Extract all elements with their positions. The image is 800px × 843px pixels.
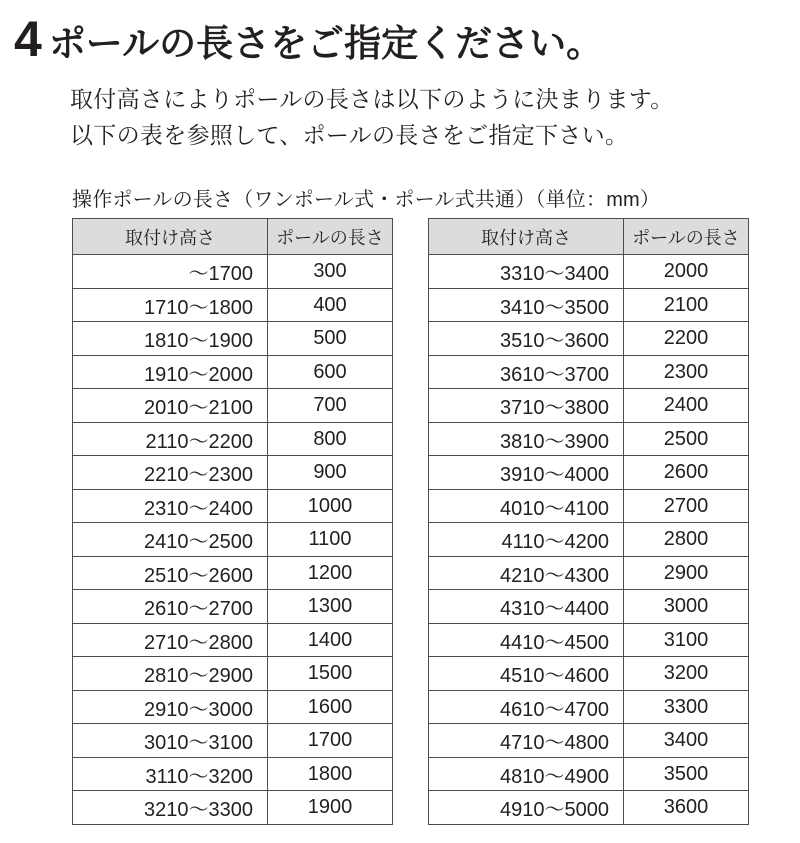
cell-pole-length: 2100 <box>624 288 749 322</box>
pole-length-tables <box>72 218 800 825</box>
table-row <box>429 489 749 523</box>
cell-install-height: 3610～3700 <box>429 355 624 389</box>
table-row <box>73 590 393 624</box>
column-header-pole-length: ポールの長さ <box>268 219 393 255</box>
cell-pole-length: 400 <box>268 288 393 322</box>
table-row <box>73 288 393 322</box>
column-header-pole-length: ポールの長さ <box>624 219 749 255</box>
cell-pole-length: 2300 <box>624 355 749 389</box>
cell-pole-length: 1000 <box>268 489 393 523</box>
cell-install-height: 4310～4400 <box>429 590 624 624</box>
cell-install-height: ～1700 <box>73 255 268 289</box>
cell-pole-length: 1100 <box>268 523 393 557</box>
table-header-row <box>73 219 393 255</box>
cell-install-height: 4810～4900 <box>429 757 624 791</box>
cell-install-height: 3410～3500 <box>429 288 624 322</box>
cell-pole-length: 2900 <box>624 556 749 590</box>
cell-pole-length: 300 <box>268 255 393 289</box>
cell-install-height: 4410～4500 <box>429 623 624 657</box>
table-row <box>429 791 749 825</box>
cell-install-height: 2310～2400 <box>73 489 268 523</box>
cell-install-height: 2210～2300 <box>73 456 268 490</box>
cell-install-height: 3710～3800 <box>429 389 624 423</box>
cell-pole-length: 900 <box>268 456 393 490</box>
table-row <box>429 590 749 624</box>
table-row <box>429 456 749 490</box>
cell-pole-length: 1500 <box>268 657 393 691</box>
cell-install-height: 2710～2800 <box>73 623 268 657</box>
table-row <box>73 322 393 356</box>
page-heading <box>0 0 800 67</box>
table-row <box>73 556 393 590</box>
cell-pole-length: 3100 <box>624 623 749 657</box>
cell-install-height: 3010～3100 <box>73 724 268 758</box>
table-row <box>429 623 749 657</box>
cell-install-height: 3210～3300 <box>73 791 268 825</box>
table-row <box>429 322 749 356</box>
cell-pole-length: 3600 <box>624 791 749 825</box>
table-row <box>429 757 749 791</box>
cell-install-height: 2910～3000 <box>73 690 268 724</box>
table-row <box>73 690 393 724</box>
cell-pole-length: 2000 <box>624 255 749 289</box>
cell-pole-length: 500 <box>268 322 393 356</box>
pole-table-left <box>72 218 393 825</box>
cell-pole-length: 3000 <box>624 590 749 624</box>
cell-pole-length: 2700 <box>624 489 749 523</box>
cell-pole-length: 800 <box>268 422 393 456</box>
cell-install-height: 4110～4200 <box>429 523 624 557</box>
cell-pole-length: 1800 <box>268 757 393 791</box>
cell-install-height: 2510～2600 <box>73 556 268 590</box>
intro-text <box>70 82 800 153</box>
cell-install-height: 3510～3600 <box>429 322 624 356</box>
cell-pole-length: 2400 <box>624 389 749 423</box>
cell-install-height: 2610～2700 <box>73 590 268 624</box>
table-row <box>429 389 749 423</box>
cell-pole-length: 3200 <box>624 657 749 691</box>
table-row <box>73 791 393 825</box>
table-row <box>73 724 393 758</box>
cell-install-height: 4210～4300 <box>429 556 624 590</box>
cell-install-height: 3310～3400 <box>429 255 624 289</box>
cell-install-height: 2410～2500 <box>73 523 268 557</box>
cell-pole-length: 1300 <box>268 590 393 624</box>
cell-pole-length: 1900 <box>268 791 393 825</box>
cell-install-height: 1810～1900 <box>73 322 268 356</box>
cell-install-height: 4710～4800 <box>429 724 624 758</box>
cell-pole-length: 2600 <box>624 456 749 490</box>
cell-install-height: 2110～2200 <box>73 422 268 456</box>
table-row <box>429 422 749 456</box>
pole-table-right <box>428 218 749 825</box>
table-row <box>429 690 749 724</box>
table-row <box>73 623 393 657</box>
cell-install-height: 3910～4000 <box>429 456 624 490</box>
step-number: 4 <box>14 11 41 67</box>
table-row <box>429 556 749 590</box>
cell-pole-length: 700 <box>268 389 393 423</box>
table-row <box>429 523 749 557</box>
cell-install-height: 1710～1800 <box>73 288 268 322</box>
table-row <box>73 389 393 423</box>
cell-pole-length: 3400 <box>624 724 749 758</box>
table-row <box>73 456 393 490</box>
cell-install-height: 3110～3200 <box>73 757 268 791</box>
column-header-height: 取付け高さ <box>73 219 268 255</box>
cell-pole-length: 3500 <box>624 757 749 791</box>
table-row <box>429 255 749 289</box>
cell-pole-length: 2200 <box>624 322 749 356</box>
table-row <box>429 355 749 389</box>
intro-line-2: 以下の表を参照して、ポールの長さをご指定下さい。 <box>70 121 629 148</box>
table-row <box>73 255 393 289</box>
cell-pole-length: 1700 <box>268 724 393 758</box>
cell-install-height: 4510～4600 <box>429 657 624 691</box>
cell-install-height: 1910～2000 <box>73 355 268 389</box>
cell-pole-length: 1400 <box>268 623 393 657</box>
cell-install-height: 4910～5000 <box>429 791 624 825</box>
cell-install-height: 3810～3900 <box>429 422 624 456</box>
cell-pole-length: 2800 <box>624 523 749 557</box>
table-row <box>73 422 393 456</box>
table-caption: 操作ポールの長さ（ワンポール式・ポール式共通）（単位：mm） <box>72 189 661 212</box>
table-header-row <box>429 219 749 255</box>
cell-install-height: 4610～4700 <box>429 690 624 724</box>
cell-pole-length: 600 <box>268 355 393 389</box>
cell-pole-length: 2500 <box>624 422 749 456</box>
table-row <box>73 355 393 389</box>
page-title: ポールの長さをご指定ください。 <box>48 23 604 64</box>
table-row <box>73 489 393 523</box>
cell-pole-length: 1600 <box>268 690 393 724</box>
cell-install-height: 2010～2100 <box>73 389 268 423</box>
table-row <box>73 657 393 691</box>
column-header-height: 取付け高さ <box>429 219 624 255</box>
cell-install-height: 4010～4100 <box>429 489 624 523</box>
table-row <box>429 724 749 758</box>
table-row <box>429 657 749 691</box>
table-row <box>73 523 393 557</box>
cell-pole-length: 1200 <box>268 556 393 590</box>
table-row <box>73 757 393 791</box>
cell-pole-length: 3300 <box>624 690 749 724</box>
table-row <box>429 288 749 322</box>
cell-install-height: 2810～2900 <box>73 657 268 691</box>
intro-line-1: 取付高さによりポールの長さは以下のように決まります。 <box>70 86 674 112</box>
